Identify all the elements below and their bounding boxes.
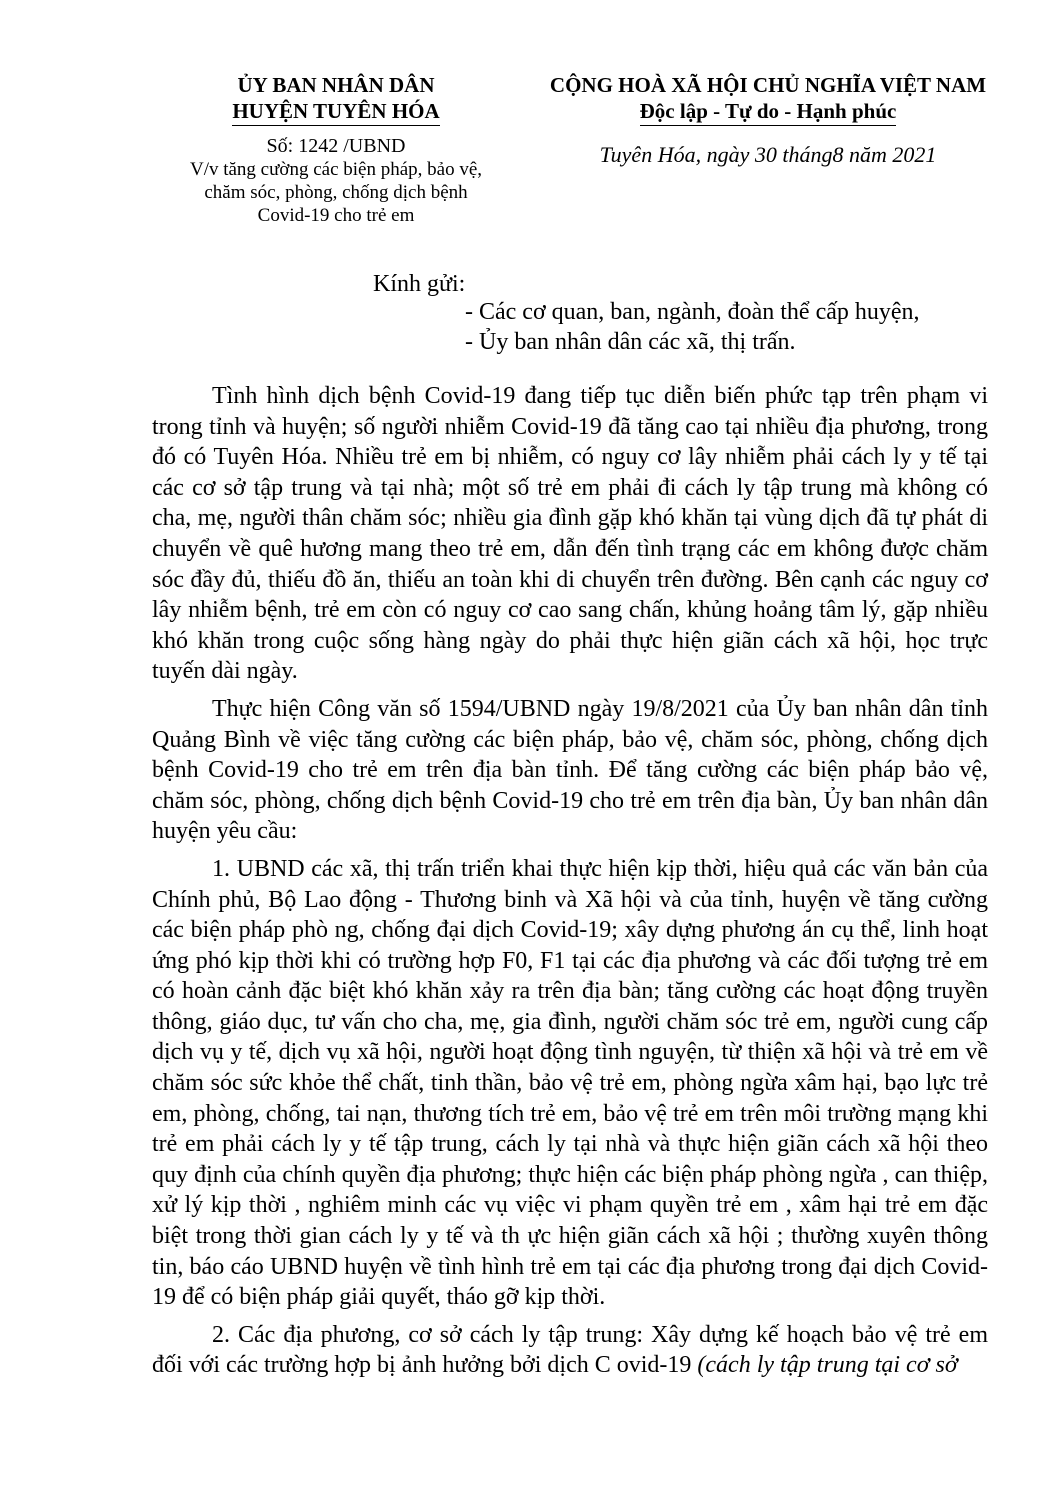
place-date: Tuyên Hóa, ngày 30 tháng8 năm 2021 <box>599 142 937 167</box>
national-header-block <box>508 72 1028 168</box>
subject-line-2: chăm sóc, phòng, chống dịch bệnh <box>204 182 468 203</box>
agency-name-line2 <box>150 98 522 126</box>
recipient-item: - Ủy ban nhân dân các xã, thị trấn. <box>465 329 796 355</box>
body-paragraph-1: Tình hình dịch bệnh Covid-19 đang tiếp tục diễn biến phức tạp trên phạm vi trong tỉnh và huyện; số người nhiễm Covid-19 đã tăng cao tại nhiều địa phương, trong đó có Tuyên Hóa. Nhiều trẻ em bị nhiễm, có nguy cơ lây nhiễm phải cách ly y tế tại các cơ sở tập trung và tại nhà; một số trẻ em phải đi cách ly tập trung mà không có cha, mẹ, người thân chăm sóc; nhiều gia đình gặp khó khăn tại vùng dịch đã tự phát di chuyển về quê hương mang theo trẻ em, dẫn đến tình trạng các em không được chăm sóc đầy đủ, thiếu đồ ăn, thiếu an toàn khi di chuyển trên đường. Bên cạnh các nguy cơ lây nhiễm bệnh, trẻ em còn có nguy cơ cao sang chấn, khủng hoảng tâm lý, gặp nhiều khó khăn trong cuộc sống hàng ngày do phải thực hiện giãn cách xã hội, học trực tuyến dài ngày. <box>152 383 988 685</box>
agency-name-line2-text: HUYỆN TUYÊN HÓA <box>232 98 439 126</box>
body-paragraph-2: Thực hiện Công văn số 1594/UBND ngày 19/8/2021 của Ủy ban nhân dân tỉnh Quảng Bình về việc tăng cường các biện pháp, bảo vệ, chăm sóc, phòng, chống dịch bệnh Covid-19 cho trẻ em trên địa bàn tỉnh. Để tăng cường các biện pháp bảo vệ, chăm sóc, phòng, chống dịch bệnh Covid-19 cho trẻ em trên địa bàn, Ủy ban nhân dân huyện yêu cầu: <box>152 695 988 845</box>
document-body <box>152 381 988 1381</box>
agency-name-line1: ỦY BAN NHÂN DÂN <box>237 73 435 97</box>
body-paragraph-4 <box>152 1320 988 1381</box>
recipient-list <box>465 297 920 357</box>
document-number: Số: 1242 /UBND <box>266 135 406 157</box>
body-paragraph-3: 1. UBND các xã, thị trấn triển khai thực hiện kịp thời, hiệu quả các văn bản của Chính phủ, Bộ Lao động - Thương binh và Xã hội và của tỉnh, huyện về tăng cường các biện pháp phò ng, chống đại dịch Covid-19; xây dựng phương án cụ thể, linh hoạt ứng phó kịp thời khi có trường hợp F0, F1 tại các địa phương và các đối tượng trẻ em có hoàn cảnh đặc biệt khó khăn xảy ra trên địa bàn; tăng cường các hoạt động truyền thông, giáo dục, tư vấn cho cha, mẹ, gia đình, người chăm sóc trẻ em, người cung cấp dịch vụ y tế, dịch vụ xã hội, người hoạt động tình nguyện, từ thiện xã hội và trẻ em về chăm sóc sức khỏe thể chất, tinh thần, bảo vệ trẻ em, phòng ngừa xâm hại, bạo lực trẻ em, phòng, chống, tai nạn, thương tích trẻ em, bảo vệ trẻ em trên môi trường mạng khi trẻ em phải cách ly y tế tập trung, cách ly tại nhà và thực hiện giãn cách xã hội theo quy định của chính quyền địa phương; thực hiện các biện pháp phòng ngừa , can thiệp, xử lý kịp thời , nghiêm minh các vụ việc vi phạm quyền trẻ em , xâm hại trẻ em đặc biệt trong thời gian cách ly y tế và th ực hiện giãn cách xã hội ; thường xuyên thông tin, báo cáo UBND huyện về tình hình trẻ em tại các địa phương trong đại dịch Covid-19 để có biện pháp giải quyết, tháo gỡ kịp thời. <box>152 855 988 1311</box>
greeting: Kính gửi: <box>373 271 466 297</box>
body-paragraph-4-text: 2. Các địa phương, cơ sở cách ly tập trung: Xây dựng kế hoạch bảo vệ trẻ em đối với các trường hợp bị ảnh hưởng bởi dịch C ovid-19 <box>152 1321 988 1379</box>
motto-line <box>508 98 1028 126</box>
subject-line-3: Covid-19 cho trẻ em <box>257 205 415 226</box>
recipient-item: - Các cơ quan, ban, ngành, đoàn thể cấp huyện, <box>465 299 920 325</box>
motto-text: Độc lập - Tự do - Hạnh phúc <box>640 98 897 126</box>
body-paragraph-4-italic: (cách ly tập trung tại cơ sở <box>697 1352 958 1379</box>
subject-line-1: V/v tăng cường các biện pháp, bảo vệ, <box>189 159 483 180</box>
national-title: CỘNG HOÀ XÃ HỘI CHỦ NGHĨA VIỆT NAM <box>549 73 987 97</box>
issuing-agency-block <box>150 72 522 227</box>
